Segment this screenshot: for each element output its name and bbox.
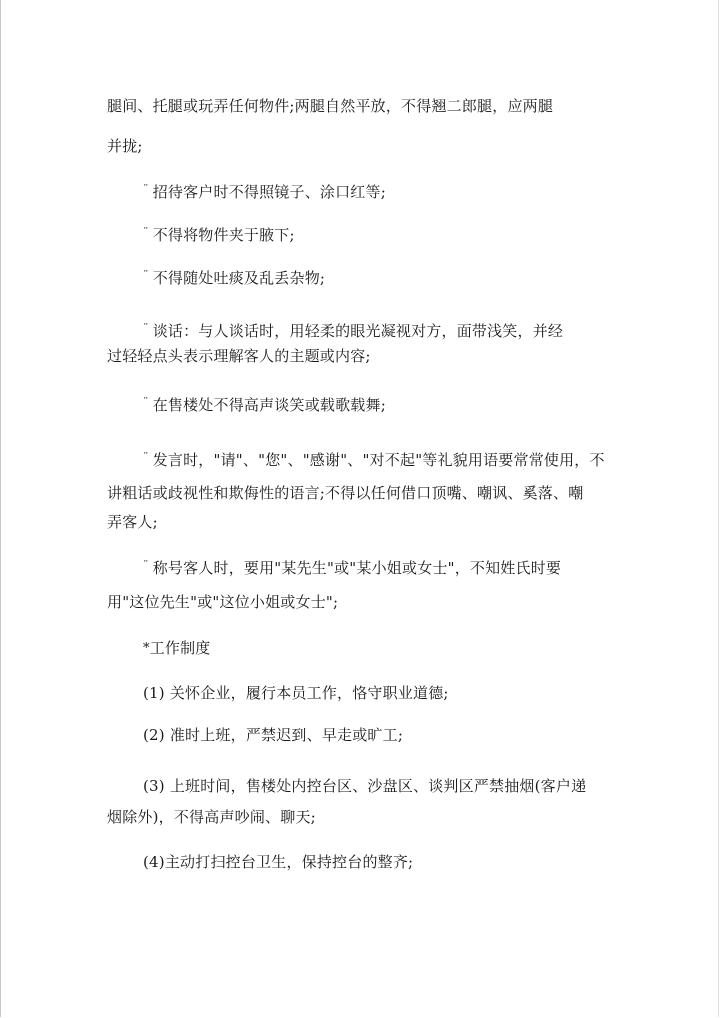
rule-item-3: (3) 上班时间，售楼处内控台区、沙盘区、谈判区严禁抽烟(客户递 [143,777,587,795]
bullet-text: 发言时，"请"、"您"、"感谢"、"对不起"等礼貌用语要常常使用，不 [152,451,605,469]
bullet-item-armpit [143,224,295,244]
section-heading-work-rules [143,639,211,658]
section-mark: * [143,641,150,656]
section-heading-text: 工作制度 [149,639,211,657]
text-line-speech-cont-2: 弄客人; [107,513,158,531]
bullet-item-speech [143,449,605,469]
rule-item-3-cont: 烟除外)，不得高声吵闹、聊天; [107,808,316,826]
bullet-mark: ¨ [143,226,149,239]
bullet-mark: ¨ [143,451,149,464]
bullet-text: 不得随处吐痰及乱丢杂物; [152,269,326,287]
bullet-mark: ¨ [143,559,149,572]
bullet-mark: ¨ [143,183,149,196]
bullet-item-address [143,557,561,577]
bullet-text: 不得将物件夹于腋下; [152,226,295,244]
text-line-2: 并拢; [107,137,143,155]
bullet-item-mirror [143,181,386,201]
bullet-item-no-loud [143,394,386,414]
text-line-address-cont: 用"这位先生"或"这位小姐或女士"; [107,593,339,611]
rule-item-1: (1) 关怀企业，履行本员工作，恪守职业道德; [143,684,449,702]
bullet-text: 谈话：与人谈话时，用轻柔的眼光凝视对方，面带浅笑，并经 [152,322,564,340]
bullet-item-talking [143,320,563,340]
bullet-text: 在售楼处不得高声谈笑或载歌载舞; [152,396,386,414]
text-line-1: 腿间、托腿或玩弄任何物件;两腿自然平放，不得翘二郎腿，应两腿 [107,97,554,115]
bullet-mark: ¨ [143,396,149,409]
bullet-mark: ¨ [143,322,149,335]
bullet-mark: ¨ [143,269,149,282]
bullet-text: 招待客户时不得照镜子、涂口红等; [152,183,386,201]
text-line-talking-cont: 过轻轻点头表示理解客人的主题或内容; [107,347,371,365]
rule-item-2: (2) 准时上班，严禁迟到、早走或旷工; [143,726,404,744]
bullet-text: 称号客人时，要用"某先生"或"某小姐或女士"，不知姓氏时要 [152,559,562,577]
text-line-speech-cont-1: 讲粗话或歧视性和欺侮性的语言;不得以任何借口顶嘴、嘲讽、奚落、嘲 [107,484,584,502]
bullet-item-spitting [143,267,325,287]
rule-item-4: (4)主动打扫控台卫生，保持控台的整齐; [143,853,414,871]
